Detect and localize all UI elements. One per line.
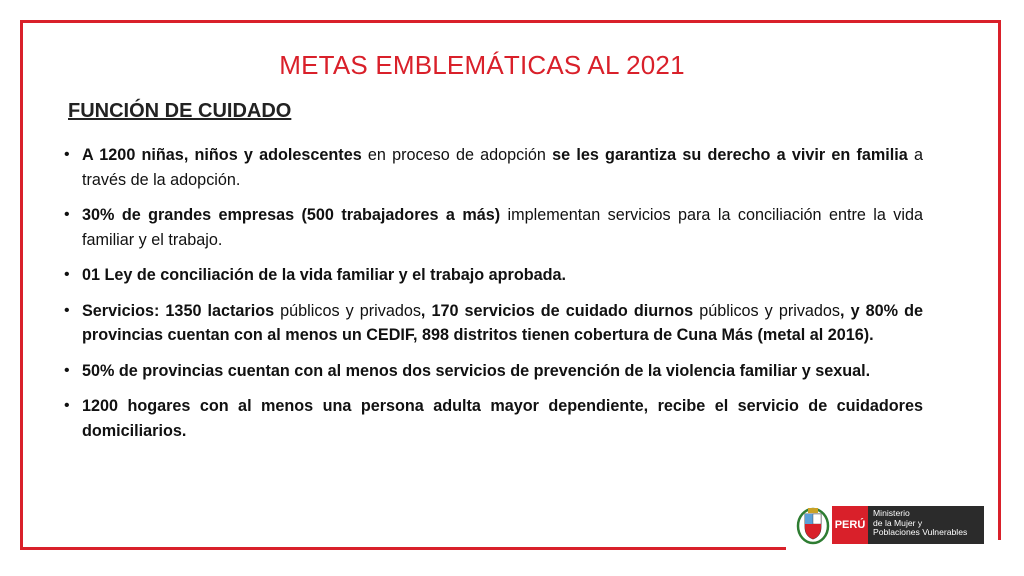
bold-text: , y 80% de provincias cuentan con al menos un CEDIF, 898 distritos tienen cobertura de Cuna Más (metal al 2016). [82, 301, 923, 344]
bold-text: , 170 servicios de cuidado diurnos [420, 301, 694, 320]
bold-text: 1200 hogares con al menos una persona adulta mayor dependiente, recibe el servicio de cuidadores domiciliarios. [82, 397, 923, 440]
bold-text: Servicios: 1350 lactarios [82, 301, 275, 320]
ministry-line: Poblaciones Vulnerables [873, 527, 968, 537]
bold-text: 01 Ley de conciliación de la vida familiar y el trabajo aprobada. [82, 266, 567, 284]
bold-text: 50% de provincias cuentan con al menos dos servicios de prevención de la violencia familiar y sexual. [82, 361, 871, 380]
slide-title: METAS EMBLEMÁTICAS AL 2021 [279, 50, 685, 80]
text: en proceso de adopción [361, 146, 553, 164]
ministry-name [868, 506, 984, 544]
ministry-line: de la Mujer y [873, 517, 923, 528]
coat-of-arms-icon [796, 505, 830, 545]
text: públicos y privados [274, 301, 421, 320]
list-item [60, 299, 923, 348]
section-heading: FUNCIÓN DE CUIDADO [68, 100, 292, 122]
goals-list [60, 143, 923, 454]
ministry-logo [796, 505, 988, 545]
bold-text: 30% de grandes empresas (500 trabajadores a más) [82, 206, 501, 224]
list-item [60, 359, 923, 384]
bold-text: se les garantiza su derecho a vivir en familia [552, 146, 908, 164]
bold-text: A 1200 niñas, niños y adolescentes [82, 146, 362, 164]
ministry-line: Ministerio [873, 508, 910, 518]
list-item [60, 203, 923, 252]
text: a través de la adopción. [82, 146, 923, 189]
text: implementan servicios para la conciliación entre la vida familiar y el trabajo. [82, 206, 923, 249]
text: públicos y privados [693, 301, 841, 320]
list-item [60, 143, 923, 192]
country-label: PERÚ [832, 506, 868, 544]
list-item [60, 263, 923, 288]
list-item [60, 394, 923, 443]
